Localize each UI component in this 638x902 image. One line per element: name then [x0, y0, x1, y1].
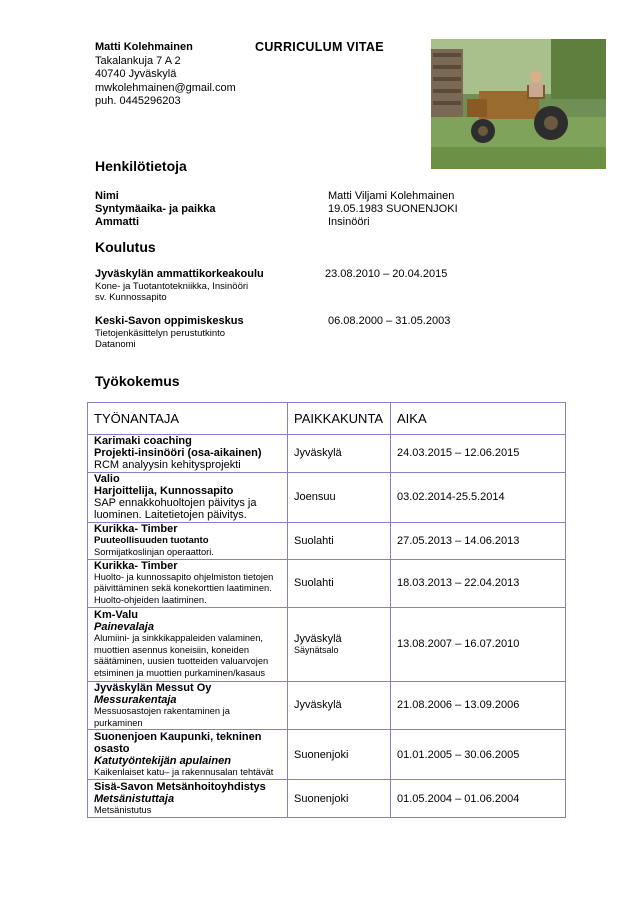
education-school-1: Jyväskylän ammattikorkeakoulu: [95, 268, 264, 280]
work-table-header: [88, 403, 566, 435]
contact-email: mwkolehmainen@gmail.com: [95, 81, 236, 94]
employer-cell: [88, 607, 288, 681]
employer-role: Projekti-insinööri (osa-aikainen): [94, 447, 262, 460]
employer-name: Km-Valu: [94, 608, 139, 621]
employer-role: Harjoittelija, Kunnossapito: [94, 484, 234, 497]
pi-value-birth: 19.05.1983 SUONENJOKI: [328, 203, 458, 215]
pi-label-birth: Syntymäaika- ja paikka: [95, 203, 216, 215]
employer-name: Kurikka- Timber: [94, 522, 178, 535]
location-cell: [288, 607, 391, 681]
pi-label-profession: Ammatti: [95, 216, 140, 228]
education-detail-1: [95, 281, 248, 303]
employer-role: Puuteollisuuden tuotanto: [94, 534, 209, 546]
education-detail-line: Kone- ja Tuotantotekniikka, Insinööri: [95, 281, 249, 292]
location-cell: Joensuu: [288, 472, 391, 522]
header-employer: TYÖNANTAJA: [88, 403, 288, 435]
table-row: [88, 559, 566, 607]
location-cell: Jyväskylä: [288, 435, 391, 473]
employer-role: Painevalaja: [94, 620, 154, 633]
employer-cell: [88, 681, 288, 730]
document-title: CURRICULUM VITAE: [255, 40, 384, 54]
table-row: [88, 435, 566, 473]
time-cell: 21.08.2006 – 13.09.2006: [391, 681, 566, 730]
employer-cell: [88, 435, 288, 473]
location-secondary: Säynätsalo: [294, 645, 339, 656]
table-row: [88, 681, 566, 730]
personal-heading: Henkilötietoja: [95, 158, 187, 174]
education-school-2: Keski-Savon oppimiskeskus: [95, 315, 244, 327]
time-cell: 24.03.2015 – 12.06.2015: [391, 435, 566, 473]
time-cell: 13.08.2007 – 16.07.2010: [391, 607, 566, 681]
location-cell: Jyväskylä: [288, 681, 391, 730]
table-row: [88, 780, 566, 818]
time-cell: 03.02.2014-25.5.2014: [391, 472, 566, 522]
employer-desc: Alumiini- ja sinkkikappaleiden valaminen, muottien asennus koneisiin, koneiden säätäminen, uusien tuotteiden valuarvojen etsiminen ja muottien purkaminen/kasaus: [94, 633, 269, 678]
header-time: AIKA: [391, 403, 566, 435]
employer-role: Messurakentaja: [94, 693, 177, 706]
employer-name: Kurikka- Timber: [94, 559, 178, 572]
employer-name: Karimaki coaching: [94, 435, 192, 447]
contact-phone: puh. 0445296203: [95, 95, 181, 108]
education-detail-line: Datanomi: [95, 339, 136, 351]
employer-desc: Huolto- ja kunnossapito ohjelmiston tietojen päivittäminen sekä konekorttien laatiminen. Huolto-ohjeiden laatiminen.: [94, 571, 274, 605]
employer-desc: Sormijatkoslinjan operaattori.: [94, 547, 214, 558]
employer-cell: [88, 559, 288, 607]
employer-cell: [88, 780, 288, 818]
location-cell: Suonenjoki: [288, 730, 391, 780]
pi-value-profession: Insinööri: [328, 216, 370, 228]
education-detail-2: [95, 328, 225, 350]
location-cell: Suonenjoki: [288, 780, 391, 818]
employer-name: Jyväskylän Messut Oy: [94, 681, 212, 694]
employer-name: Valio: [94, 472, 120, 485]
employer-desc: Metsänistutus: [94, 805, 152, 816]
location-primary: Jyväskylä: [294, 633, 342, 646]
employer-role: Katutyöntekijän apulainen: [94, 755, 231, 767]
time-cell: 27.05.2013 – 14.06.2013: [391, 522, 566, 559]
employer-cell: [88, 472, 288, 522]
contact-block: [95, 41, 236, 109]
time-cell: 18.03.2013 – 22.04.2013: [391, 559, 566, 607]
contact-name: Matti Kolehmainen: [95, 41, 193, 53]
employer-cell: [88, 730, 288, 780]
education-heading: Koulutus: [95, 239, 156, 255]
table-row: [88, 472, 566, 522]
education-detail-line: Tietojenkäsittelyn perustutkinto: [95, 328, 226, 339]
table-row: [88, 522, 566, 559]
work-table: [87, 402, 566, 818]
employer-desc: RCM analyysin kehitysprojekti: [94, 459, 241, 472]
pi-value-name: Matti Viljami Kolehmainen: [328, 190, 455, 202]
location-cell: Suolahti: [288, 559, 391, 607]
profile-photo: [431, 39, 606, 169]
employer-role: Metsänistuttaja: [94, 792, 175, 805]
education-dates-2: 06.08.2000 – 31.05.2003: [328, 315, 451, 327]
contact-address: Takalankuja 7 A 2: [95, 54, 181, 67]
location-cell: Suolahti: [288, 522, 391, 559]
education-dates-1: 23.08.2010 – 20.04.2015: [325, 268, 448, 280]
table-row: [88, 730, 566, 780]
employer-cell: [88, 522, 288, 559]
table-row: [88, 607, 566, 681]
pi-label-name: Nimi: [95, 190, 119, 202]
time-cell: 01.01.2005 – 30.06.2005: [391, 730, 566, 780]
employer-desc: SAP ennakkohuoltojen päivitys ja luominen. Laitetietojen päivitys.: [94, 497, 257, 522]
employer-desc: Messuosastojen rakentaminen ja purkaminen: [94, 706, 230, 728]
work-heading: Työkokemus: [95, 373, 180, 389]
contact-city: 40740 Jyväskylä: [95, 68, 177, 81]
education-detail-line: sv. Kunnossapito: [95, 292, 167, 304]
employer-desc: Kaikenlaiset katu– ja rakennusalan tehtävät: [94, 767, 274, 778]
employer-name: Sisä-Savon Metsänhoitoyhdistys: [94, 780, 266, 793]
time-cell: 01.05.2004 – 01.06.2004: [391, 780, 566, 818]
header-location: PAIKKAKUNTA: [288, 403, 391, 435]
employer-name: Suonenjoen Kaupunki, tekninen osasto: [94, 730, 262, 755]
